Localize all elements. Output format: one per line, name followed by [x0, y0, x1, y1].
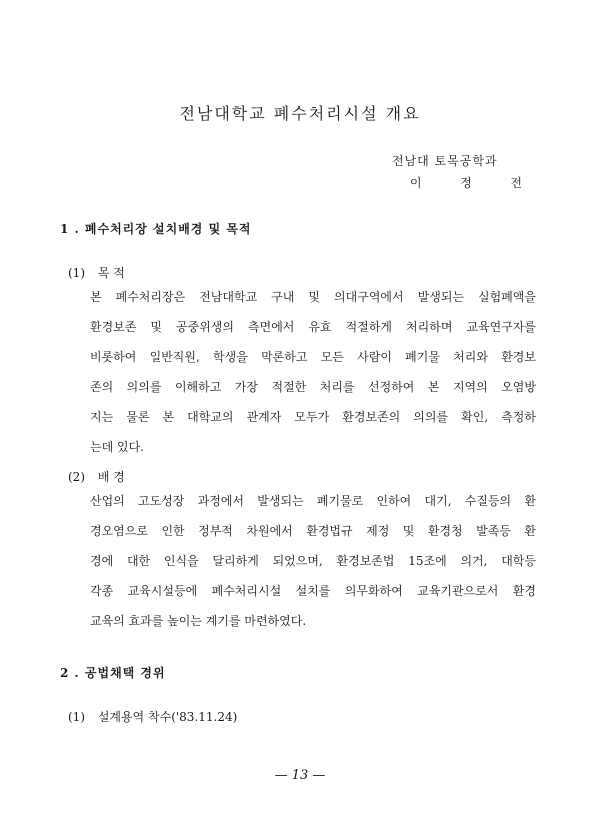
subsection-number: (1) — [68, 266, 85, 280]
author-name-char: 이 — [410, 176, 422, 190]
paragraph-line: 존의 의의를 이해하고 가장 적절한 처리를 선정하여 본 지역의 오염방 — [90, 380, 536, 394]
section-1-heading: 1 . 폐수처리장 설치배경 및 목적 — [60, 222, 252, 236]
author-block — [392, 150, 522, 194]
subsection-label: 목 적 — [97, 266, 125, 280]
subsection-label: 설계용역 착수('83.11.24) — [97, 710, 238, 724]
paragraph-line: 지는 물론 본 대학교의 관계자 모두가 환경보존의 의의를 확인, 측정하 — [90, 410, 536, 424]
paragraph-line: 경오염으로 인한 정부적 차원에서 환경법규 제정 및 환경청 발족등 환 — [90, 524, 536, 538]
section-2-heading: 2 . 공법채택 경위 — [60, 666, 166, 680]
author-name-char: 정 — [460, 176, 472, 190]
section-1-1-heading — [68, 264, 125, 281]
paragraph-line: 는데 있다. — [90, 440, 144, 454]
paragraph-line: 본 폐수처리장은 전남대학교 구내 및 의대구역에서 발생되는 실험폐액을 — [90, 290, 536, 304]
section-1-2-heading — [68, 468, 125, 485]
paragraph-line: 비롯하여 일반직원, 학생을 막론하고 모든 사람이 폐기물 처리와 환경보 — [90, 350, 536, 364]
subsection-number: (2) — [68, 470, 85, 484]
section-2-1-heading — [68, 708, 237, 725]
author-name-char: 전 — [510, 176, 522, 190]
document-title: 전남대학교 폐수처리시설 개요 — [179, 104, 421, 123]
subsection-number: (1) — [68, 710, 85, 724]
section-1-2-paragraph — [90, 486, 536, 636]
paragraph-line: 산업의 고도성장 과정에서 발생되는 폐기물로 인하여 대기, 수질등의 환 — [90, 494, 536, 508]
page-number: — 13 — — [274, 768, 326, 783]
paragraph-line: 환경보존 및 공중위생의 측면에서 유효 적절하게 처리하며 교육연구자를 — [90, 320, 536, 334]
paragraph-line: 경에 대한 인식을 달리하게 되었으며, 환경보존법 15조에 의거, 대학등 — [90, 554, 536, 568]
paragraph-line: 각종 교육시설등에 폐수처리시설 설치를 의무화하여 교육기관으로서 환경 — [90, 584, 536, 598]
author-name — [392, 172, 522, 194]
section-1-1-paragraph — [90, 282, 536, 462]
subsection-label: 배 경 — [97, 470, 125, 484]
author-affiliation: 전남대 토목공학과 — [392, 154, 498, 168]
paragraph-line: 교육의 효과를 높이는 계기를 마련하였다. — [90, 614, 307, 628]
